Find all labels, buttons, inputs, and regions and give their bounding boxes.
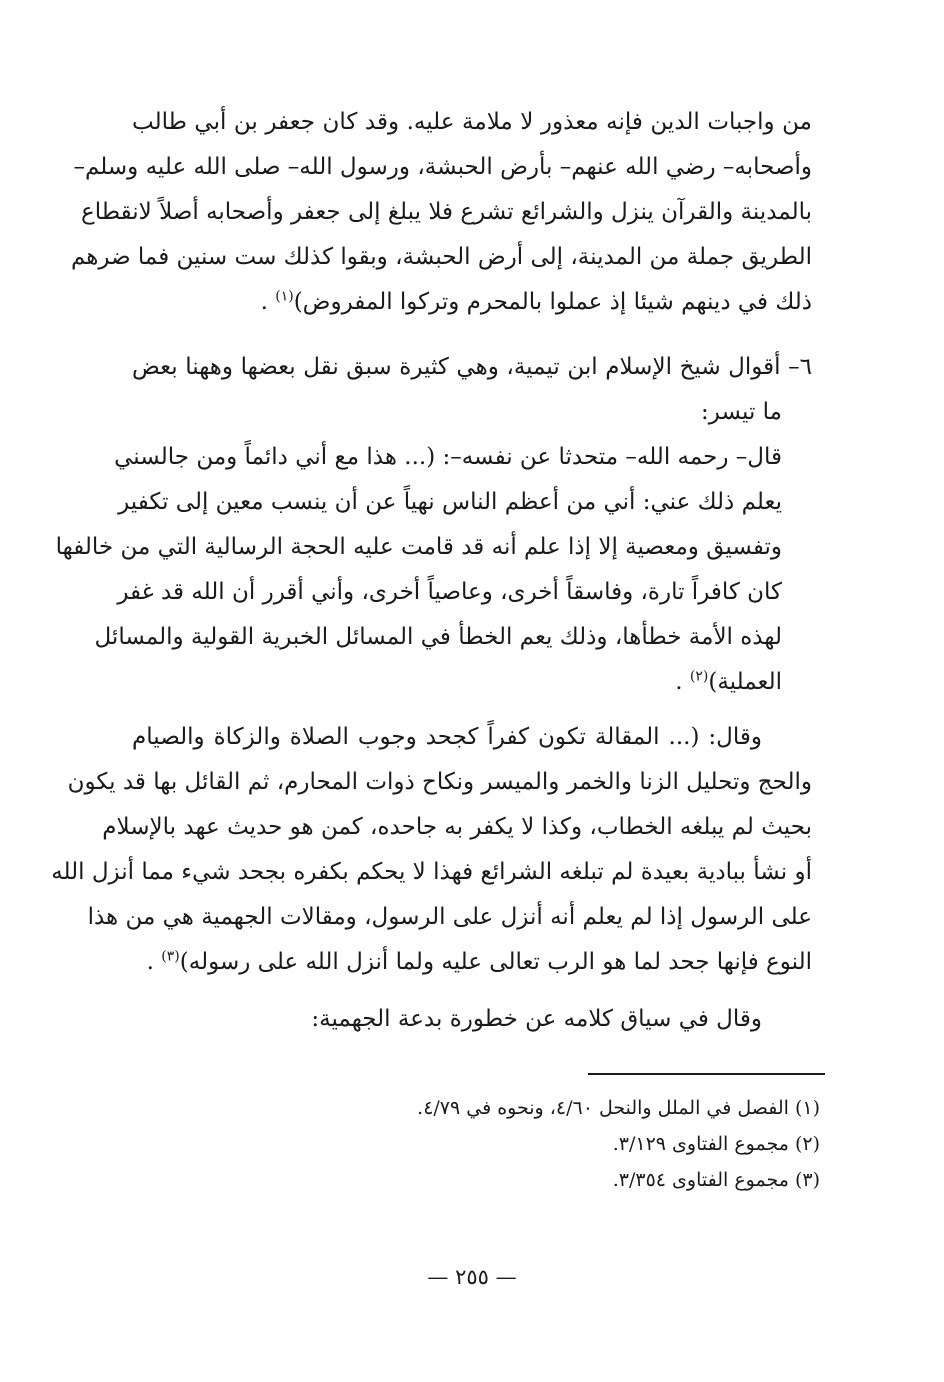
text-line: وتفسيق ومعصية إلا إذا علم أنه قد قامت عليه الحجة الرسالية التي من خالفها — [55, 534, 782, 560]
paragraph-2 — [55, 345, 812, 705]
text-line: يعلم ذلك عني: أني من أعظم الناس نهياً عن أن ينسب معين إلى تكفير — [118, 489, 782, 515]
footnote-item: (١) الفصل في الملل والنحل ٤/٦٠، ونحوه في ٤/٧٩. — [417, 1097, 820, 1119]
text-line — [132, 280, 812, 325]
paragraph-1 — [70, 100, 812, 325]
text-line: الطريق جملة من المدينة، إلى أرض الحبشة، وبقوا كذلك ست سنين فما ضرهم — [70, 244, 812, 270]
text-line: كان كافراً تارة، وفاسقاً أخرى، وعاصياً أخرى، وأني أقرر أن الله قد غفر — [117, 579, 782, 605]
text-line: أو نشأ ببادية بعيدة لم تبلغه الشرائع فهذا لا يحكم بكفره بجحد شيء مما أنزل الله — [51, 859, 812, 885]
text-line: وأصحابه– رضي الله عنهم– بأرض الحبشة، ورسول الله– صلى الله عليه وسلم– — [73, 154, 812, 180]
text-line: على الرسول إذا لم يعلم أنه أنزل على الرسول، ومقالات الجهمية هي من هذا — [87, 904, 812, 930]
footnote-item: (٢) مجموع الفتاوى ٣/١٢٩. — [612, 1133, 820, 1155]
text-line: وقال: (... المقالة تكون كفراً كجحد وجوب الصلاة والزكاة والصيام — [132, 724, 762, 750]
text-line: بالمدينة والقرآن ينزل والشرائع تشرع فلا يبلغ إلى جعفر وأصحابه أصلاً لانقطاع — [81, 199, 812, 225]
page-number: — ٢٥٥ — — [427, 1265, 517, 1289]
text-line — [132, 660, 782, 705]
text-line: والحج وتحليل الزنا والخمر والميسر ونكاح ذوات المحارم، ثم القائل بها قد يكون — [67, 769, 812, 795]
footnote-separator — [588, 1073, 825, 1075]
text-line: ما تيسر: — [701, 399, 782, 425]
paragraph-4 — [132, 997, 812, 1042]
footnote-ref-3: (٣) — [161, 948, 180, 965]
footnote-item: (٣) مجموع الفتاوى ٣/٣٥٤. — [612, 1169, 820, 1191]
line-end: . — [260, 289, 276, 315]
line-end: . — [675, 669, 690, 695]
text-line-content: العملية) — [708, 669, 782, 695]
text-line-content: النوع فإنها جحد لما هو الرب تعالى عليه ولما أنزل الله على رسوله) — [179, 949, 812, 975]
text-line: ٦– أقوال شيخ الإسلام ابن تيمية، وهي كثيرة سبق نقل بعضها وههنا بعض — [132, 354, 812, 380]
text-line — [132, 940, 812, 985]
paragraph-3 — [51, 715, 812, 985]
footnotes — [380, 1090, 820, 1198]
text-line: قال– رحمه الله– متحدثا عن نفسه–: (... هذا مع أني دائماً ومن جالسني — [114, 444, 782, 470]
text-line: من واجبات الدين فإنه معذور لا ملامة عليه. وقد كان جعفر بن أبي طالب — [132, 109, 812, 135]
text-line: لهذه الأمة خطأها، وذلك يعم الخطأ في المسائل الخبرية القولية والمسائل — [94, 624, 782, 650]
text-line: بحيث لم يبلغه الخطاب، وكذا لا يكفر به جاحده، كمن هو حديث عهد بالإسلام — [102, 814, 812, 840]
text-line-content: ذلك في دينهم شيئا إذ عملوا بالمحرم وتركوا المفروض) — [293, 289, 812, 315]
footnote-ref-1: (١) — [275, 288, 294, 305]
text-line: وقال في سياق كلامه عن خطورة بدعة الجهمية: — [311, 1006, 762, 1032]
line-end: . — [146, 949, 162, 975]
footnote-ref-2: (٢) — [689, 668, 709, 685]
